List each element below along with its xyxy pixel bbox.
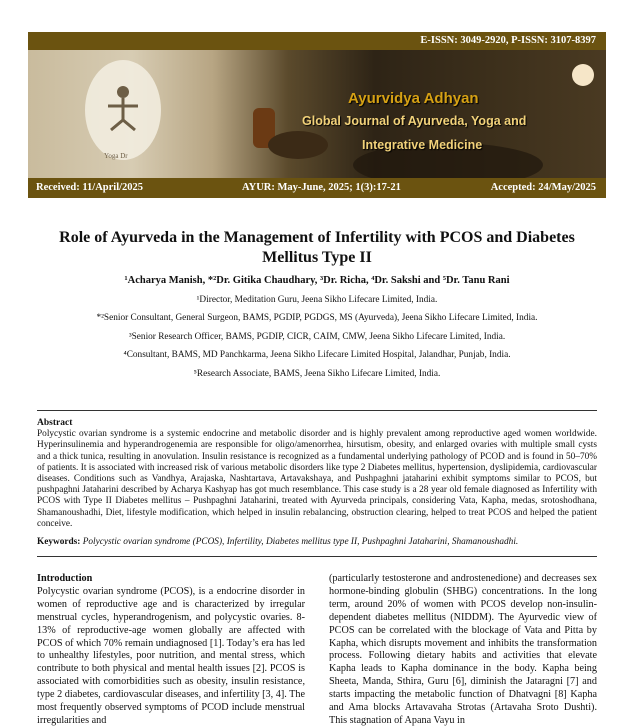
intro-heading: Introduction — [37, 573, 93, 584]
issn-text: E-ISSN: 3049-2920, P-ISSN: 3107-8397 — [420, 35, 596, 46]
divider-bottom — [37, 556, 597, 557]
title-line-2: Mellitus Type II — [262, 249, 372, 266]
yoga-caption: Yoga Dr — [104, 152, 128, 160]
journal-banner — [28, 32, 606, 198]
affiliation-3: ³Senior Research Officer, BAMS, PGDIP, CICR, CAIM, CMW, Jeena Sikho Lifecare Limited, India. — [128, 332, 506, 342]
dates-bar — [28, 178, 606, 198]
affiliation-1: ¹Director, Meditation Guru, Jeena Sikho Lifecare Limited, India. — [196, 295, 438, 305]
journal-subtitle-2: Integrative Medicine — [362, 138, 483, 152]
intro-text-left: Polycystic ovarian syndrome (PCOS), is a endocrine disorder in women of reproductive age and is characterized by irregular menstrual cycles, hyperandrogenism, and polycystic ovaries. 8-13% of reproductive-age women globally are affected with PCOS of which 70% remain undiagnosed [1]. Today’s era has led to unhealthy lifestyles, poor nutrition, and mental stress, which contribute to both physical and mental health issues [2]. PCOS is associated with comorbidities such as obesity, insulin resistance, type 2 diabetes, cardiovascular diseases, and infertility [3, 4]. The most frequently observed symptoms of PCOD include menstrual irregularities and — [37, 585, 305, 726]
received-date: Received: 11/April/2025 — [36, 182, 144, 193]
divider-top — [37, 410, 597, 411]
journal-subtitle-1: Global Journal of Ayurveda, Yoga and — [302, 114, 527, 128]
paper-title — [28, 228, 606, 268]
banner-image — [28, 50, 606, 178]
issn-bar — [28, 32, 606, 50]
keywords-text: Polycystic ovarian syndrome (PCOS), Infertility, Diabetes mellitus type II, Pushpaghni Jataharini, Shamanoushadhi. — [82, 537, 519, 547]
authors: ¹Acharya Manish, *²Dr. Gitika Chaudhary, ³Dr. Richa, ⁴Dr. Sakshi and ⁵Dr. Tanu Rani — [124, 275, 510, 286]
intro-column-right — [329, 573, 597, 728]
intro-column-left — [37, 573, 305, 728]
accepted-date: Accepted: 24/May/2025 — [490, 182, 596, 193]
abstract-heading: Abstract — [37, 418, 73, 428]
affiliation-4: ⁴Consultant, BAMS, MD Panchkarma, Jeena Sikho Lifecare Limited Hospital, Jalandhar, Punjab, India. — [123, 350, 511, 360]
affiliation-2: *²Senior Consultant, General Surgeon, BAMS, PGDIP, PGDGS, MS (Ayurveda), Jeena Sikho Lifecare Limited, India. — [96, 313, 538, 323]
issue-info: AYUR: May-June, 2025; 1(3):17-21 — [242, 182, 401, 193]
keywords — [37, 537, 597, 547]
title-line-1: Role of Ayurveda in the Management of Infertility with PCOS and Diabetes — [59, 229, 575, 246]
affiliation-5: ⁵Research Associate, BAMS, Jeena Sikho Lifecare Limited, India. — [193, 369, 441, 379]
keywords-label: Keywords: — [37, 537, 81, 547]
abstract-text: Polycystic ovarian syndrome is a systemic endocrine and metabolic disorder and is highly prevalent among reproductive aged women worldwide. Hyperinsulinemia and hyperandrogenemia are responsible for oligo/amenorrhea, hirsutism, obesity, and enlarged ovaries with multiple small cysts and a thick tunica, resulting in anovulation. Insulin resistance is recognized as a fundamental underlying pathology of PCOD and is found in 50–70% of patients. It is associated with increased risk of various metabolic disorders like type 2 Diabetes mellitus, hypertension, dyslipidemia, cardiovascular diseases. Conditions such as Vandhya, Arajaska, Nashtartava, Artavakshaya, and Pushpaghni jataharini exhibit symptoms similar to PCOS, but pushpaghni Jataharini described by Acharya Kashyap has got much resemblance. This case study is a 28 year old female diagnosed as Infertility with PCOS with Type II Diabetes mellitus – Pushpaghni Jataharini, treated with Ayurveda principals, considering Vata, Kapha, medas, srotoshodhana, Shamanoushadhi, Diet, lifestyle modification, which helped in insulin rebalancing, obstruction clearing, helped to treat PCOS and helped the patient conceive. — [37, 429, 597, 529]
intro-text-right: (particularly testosterone and androstenedione) and decreases sex hormone-binding globulin (SHBG) concentrations. In the long term, around 20% of women with PCOS develop non-insulin-dependent diabetes mellitus (NIDDM). The Ayurvedic view of PCOS can be correlated with the blockage of Vata and Pitta by Kapha, which disrupts movement and inhibits the transformation process. Following dietary habits and activities that elevate Kapha leads to Kapha dominance in the body. Kapha being Sheeta, Manda, Sthira, Guru [6], diminish the Jataragni [7] and starts impacting the metabolic function of Dhatvagni [8] Kapha and Ama blocks Artavavaha Strotas (Artavaha Sroto Dushti). This stagnation of Apana Vayu in — [329, 573, 597, 726]
abstract — [37, 418, 597, 530]
journal-name: Ayurvidya Adhyan — [348, 90, 479, 107]
